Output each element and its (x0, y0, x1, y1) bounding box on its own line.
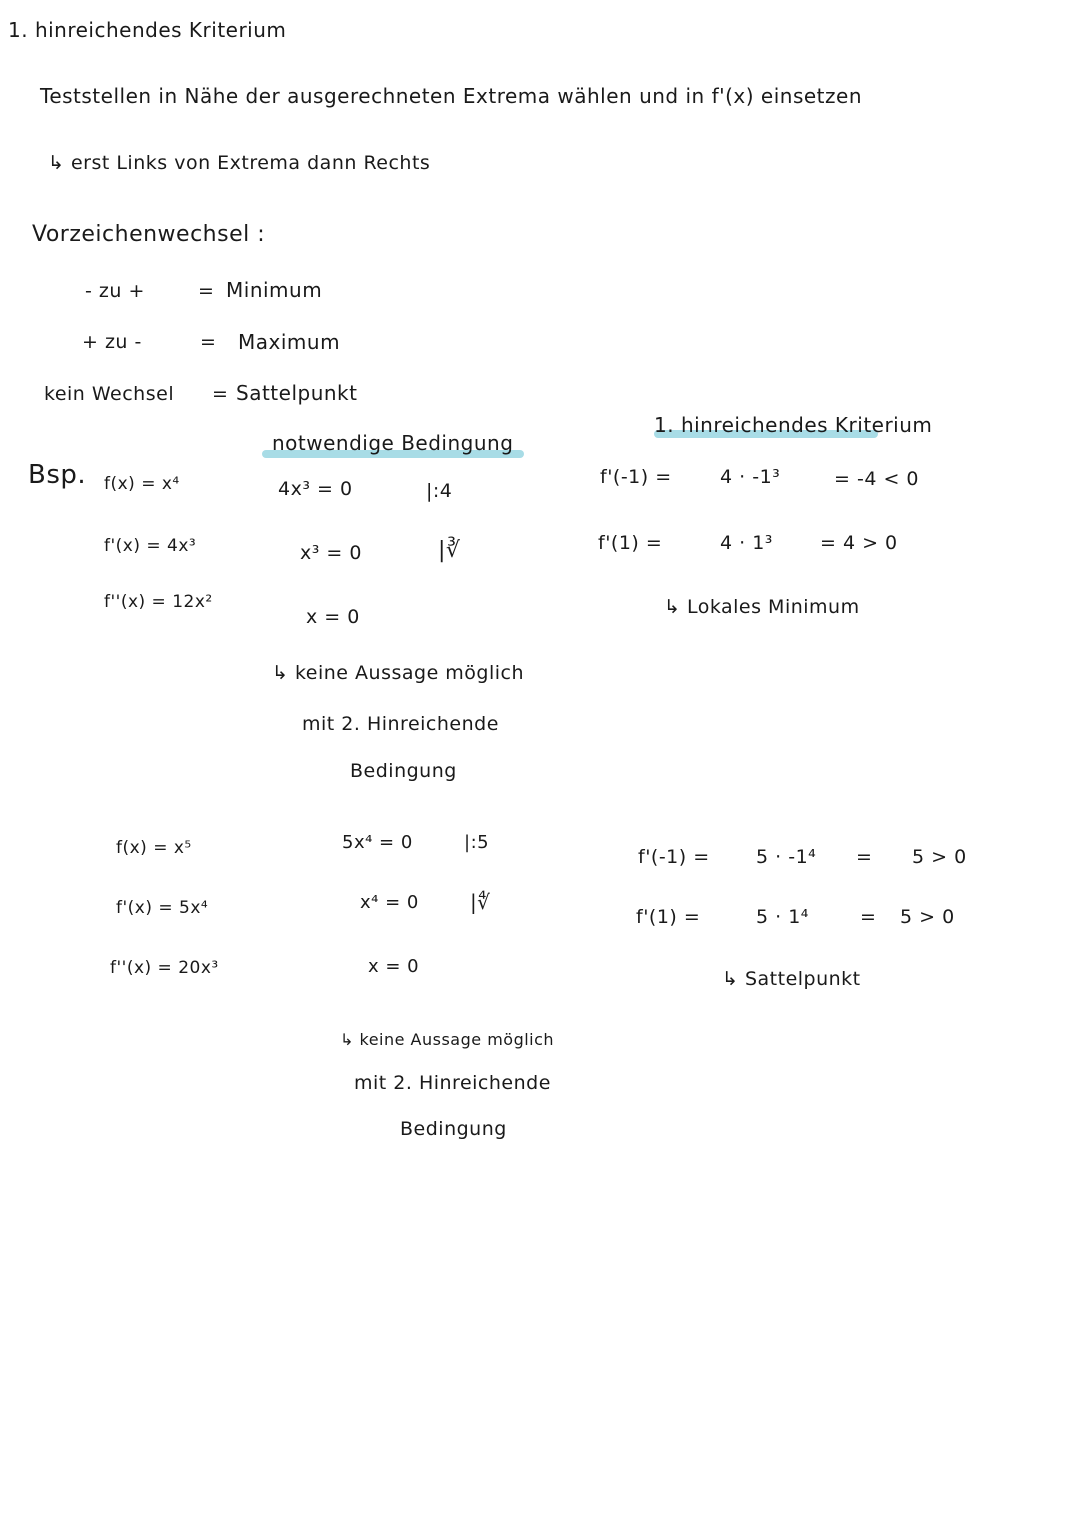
function-f-prime: f'(x) = 5x⁴ (116, 898, 209, 918)
test-lhs: f'(1) = (636, 906, 701, 928)
sign-row-result: Maximum (238, 330, 341, 354)
step-equation: x³ = 0 (300, 542, 362, 564)
step-equation: x⁴ = 0 (360, 892, 419, 913)
test-result: = 4 > 0 (820, 532, 898, 554)
test-lhs: f'(-1) = (638, 846, 710, 868)
test-eq: = (860, 906, 877, 928)
example-label: Bsp. (28, 460, 87, 490)
function-f-prime: f'(x) = 4x³ (104, 536, 197, 556)
intro-line-2: ↳ erst Links von Extrema dann Rechts (48, 152, 431, 174)
intro-line-1: Teststellen in Nähe der ausgerechneten Extrema wählen und in f'(x) einsetzen (40, 84, 862, 108)
step-equation: 4x³ = 0 (278, 478, 353, 500)
conclusion: ↳ Lokales Minimum (664, 596, 860, 618)
function-f: f(x) = x⁵ (116, 838, 192, 858)
test-lhs: f'(1) = (598, 532, 663, 554)
function-f: f(x) = x⁴ (104, 474, 180, 494)
sign-change-heading: Vorzeichenwechsel : (32, 222, 266, 247)
sign-row-left: - zu + (85, 280, 145, 302)
test-calc: 4 · 1³ (720, 532, 773, 554)
sufficient-criterion-heading: 1. hinreichendes Kriterium (654, 413, 933, 437)
note-line: ↳ keine Aussage möglich (340, 1030, 555, 1049)
function-f-double-prime: f''(x) = 20x³ (110, 958, 219, 978)
necessary-condition-heading: notwendige Bedingung (272, 431, 514, 455)
step-equation: 5x⁴ = 0 (342, 832, 413, 853)
sign-row-left: + zu - (82, 331, 142, 353)
test-calc: 5 · -1⁴ (756, 846, 817, 868)
sign-row-result: Minimum (226, 278, 323, 302)
note-line: ↳ keine Aussage möglich (272, 662, 525, 684)
note-line: mit 2. Hinreichende (302, 713, 499, 735)
test-result: = -4 < 0 (834, 468, 919, 490)
note-line: Bedingung (400, 1118, 507, 1140)
step-operation: |∛ (438, 538, 461, 563)
sign-row-eq: = (212, 383, 229, 405)
step-operation: |:5 (464, 832, 490, 853)
sign-row-eq: = (198, 280, 215, 302)
step-equation: x = 0 (368, 956, 420, 977)
step-operation: |:4 (426, 480, 453, 502)
page-title: 1. hinreichendes Kriterium (8, 18, 287, 42)
sign-row-result: Sattelpunkt (236, 381, 358, 405)
sign-row-left: kein Wechsel (44, 383, 175, 405)
function-f-double-prime: f''(x) = 12x² (104, 592, 213, 612)
test-lhs: f'(-1) = (600, 466, 672, 488)
step-equation: x = 0 (306, 606, 360, 628)
test-calc: 5 · 1⁴ (756, 906, 809, 928)
test-calc: 4 · -1³ (720, 466, 781, 488)
note-line: Bedingung (350, 760, 457, 782)
conclusion: ↳ Sattelpunkt (722, 968, 861, 990)
sign-row-eq: = (200, 331, 217, 353)
test-eq: = (856, 846, 873, 868)
note-line: mit 2. Hinreichende (354, 1072, 551, 1094)
test-result: 5 > 0 (912, 846, 967, 868)
test-result: 5 > 0 (900, 906, 955, 928)
step-operation: |∜ (470, 890, 491, 914)
